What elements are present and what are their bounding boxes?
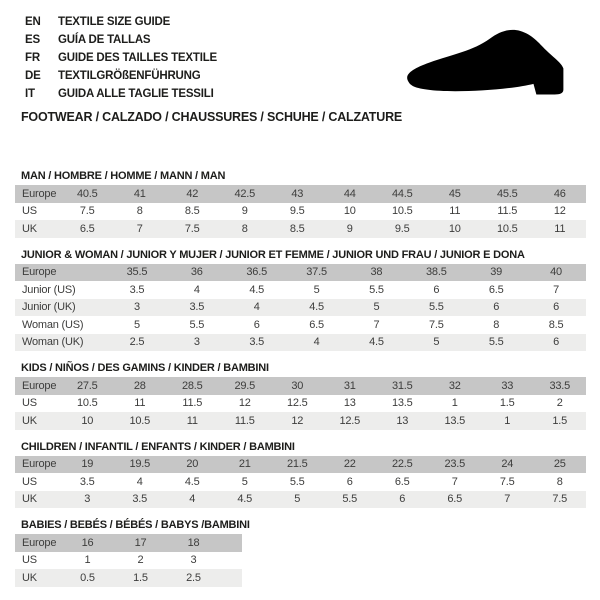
size-cell: 23.5	[429, 456, 482, 474]
size-cell: 5	[287, 281, 347, 299]
size-cell: 7.5	[166, 220, 219, 238]
table-row	[15, 395, 586, 413]
size-cell: 32	[429, 377, 482, 395]
size-cell: 5	[271, 491, 324, 509]
size-cell: 10	[429, 220, 482, 238]
row-label-cell: UK	[15, 412, 61, 430]
size-cell: 45	[429, 185, 482, 203]
section-title: BABIES / BEBÉS / BÉBÉS / BABYS /BAMBINI	[21, 519, 250, 531]
size-cell: 9	[324, 220, 377, 238]
row-label-cell: Woman (UK)	[15, 334, 107, 352]
language-label: GUÍA DE TALLAS	[58, 34, 151, 46]
size-cell: 9.5	[376, 220, 429, 238]
row-label-cell: US	[15, 552, 61, 570]
table-row	[15, 334, 586, 352]
language-code: IT	[25, 88, 35, 100]
size-cell: 1	[481, 412, 534, 430]
size-cell: 3	[107, 299, 167, 317]
row-label-cell: UK	[15, 491, 61, 509]
size-cell: 7	[429, 473, 482, 491]
size-cell: 5	[347, 299, 407, 317]
size-cell: 4	[287, 334, 347, 352]
row-label-cell: US	[15, 395, 61, 413]
size-cell: 13	[376, 412, 429, 430]
language-label: TEXTILGRÖßENFÜHRUNG	[58, 70, 201, 82]
size-cell: 40.5	[61, 185, 114, 203]
size-cell: 45.5	[481, 185, 534, 203]
section-title: CHILDREN / INFANTIL / ENFANTS / KINDER / BAMBINI	[21, 440, 295, 453]
language-code: ES	[25, 34, 40, 46]
size-cell: 27.5	[61, 377, 114, 395]
size-cell: 11.5	[166, 395, 219, 413]
spacer-cell	[220, 569, 242, 587]
language-label: TEXTILE SIZE GUIDE	[58, 16, 171, 28]
category-line: FOOTWEAR / CALZADO / CHAUSSURES / SCHUHE / CALZATURE	[21, 110, 403, 124]
size-cell: 6	[324, 473, 377, 491]
size-cell: 5	[107, 316, 167, 334]
size-cell: 3.5	[227, 334, 287, 352]
size-cell: 4	[114, 473, 167, 491]
size-cell: 11	[429, 203, 482, 221]
size-cell: 6.5	[287, 316, 347, 334]
size-cell: 43	[271, 185, 324, 203]
size-table	[15, 377, 586, 430]
size-cell: 1.5	[481, 395, 534, 413]
size-cell: 6	[227, 316, 287, 334]
language-label: GUIDE DES TAILLES TEXTILE	[58, 52, 217, 64]
size-cell: 42.5	[219, 185, 272, 203]
size-cell: 9.5	[271, 203, 324, 221]
size-cell: 1	[429, 395, 482, 413]
size-cell: 8	[219, 220, 272, 238]
size-cell: 10.5	[481, 220, 534, 238]
size-cell: 2	[534, 395, 587, 413]
size-cell: 5.5	[271, 473, 324, 491]
size-cell: 12	[219, 395, 272, 413]
size-cell: 33	[481, 377, 534, 395]
size-cell: 6.5	[466, 281, 526, 299]
table-row	[15, 569, 242, 587]
size-cell: 19	[61, 456, 114, 474]
size-cell: 6	[526, 334, 586, 352]
spacer-cell	[220, 552, 242, 570]
language-label: GUIDA ALLE TAGLIE TESSILI	[58, 88, 214, 100]
size-cell: 11.5	[481, 203, 534, 221]
size-cell: 24	[481, 456, 534, 474]
size-cell: 9	[219, 203, 272, 221]
size-cell: 25	[534, 456, 587, 474]
size-cell: 40	[526, 264, 586, 282]
size-cell: 7	[481, 491, 534, 509]
size-table	[15, 534, 242, 587]
size-cell: 7.5	[534, 491, 587, 509]
size-table	[15, 456, 586, 509]
size-cell: 10.5	[61, 395, 114, 413]
size-cell: 30	[271, 377, 324, 395]
row-label-cell: Junior (UK)	[15, 299, 107, 317]
table-row	[15, 456, 586, 474]
size-cell: 2.5	[167, 569, 220, 587]
size-cell: 6	[526, 299, 586, 317]
size-cell: 3	[167, 334, 227, 352]
size-cell: 18	[167, 534, 220, 552]
size-cell: 42	[166, 185, 219, 203]
section-title: KIDS / NIÑOS / DES GAMINS / KINDER / BAMBINI	[21, 362, 269, 374]
size-cell: 8.5	[271, 220, 324, 238]
size-cell: 11	[114, 395, 167, 413]
table-row	[15, 534, 242, 552]
size-cell: 13.5	[429, 412, 482, 430]
size-cell: 44	[324, 185, 377, 203]
size-table	[15, 185, 586, 238]
size-cell: 4	[227, 299, 287, 317]
size-cell: 5	[406, 334, 466, 352]
size-cell: 7	[347, 316, 407, 334]
size-cell: 20	[166, 456, 219, 474]
size-cell: 6.5	[429, 491, 482, 509]
size-cell: 12.5	[271, 395, 324, 413]
row-label-cell: Europe	[15, 534, 61, 552]
size-cell: 39	[466, 264, 526, 282]
size-cell: 36	[167, 264, 227, 282]
size-cell: 12.5	[324, 412, 377, 430]
row-label-cell: Europe	[15, 185, 61, 203]
row-label-cell: Europe	[15, 456, 61, 474]
size-cell: 8	[534, 473, 587, 491]
row-label-cell: Woman (US)	[15, 316, 107, 334]
size-cell: 19.5	[114, 456, 167, 474]
section-title: MAN / HOMBRE / HOMME / MANN / MAN	[21, 170, 226, 182]
table-row	[15, 220, 586, 238]
size-cell: 12	[534, 203, 587, 221]
size-cell: 2.5	[107, 334, 167, 352]
size-cell: 13.5	[376, 395, 429, 413]
table-row	[15, 316, 586, 334]
size-cell: 3	[61, 491, 114, 509]
row-label-cell: US	[15, 473, 61, 491]
section-title: JUNIOR & WOMAN / JUNIOR Y MUJER / JUNIOR ET FEMME / JUNIOR UND FRAU / JUNIOR E DONA	[21, 248, 525, 261]
size-cell: 10.5	[114, 412, 167, 430]
size-cell: 29.5	[219, 377, 272, 395]
size-cell: 13	[324, 395, 377, 413]
size-cell: 7.5	[61, 203, 114, 221]
page-header	[0, 0, 600, 124]
size-cell: 37.5	[287, 264, 347, 282]
shoe-icon	[398, 26, 586, 108]
size-cell: 6	[376, 491, 429, 509]
size-cell: 3.5	[107, 281, 167, 299]
size-cell: 11.5	[219, 412, 272, 430]
size-cell: 3.5	[167, 299, 227, 317]
table-row	[15, 299, 586, 317]
language-code: EN	[25, 16, 41, 28]
size-cell: 3.5	[114, 491, 167, 509]
size-cell: 17	[114, 534, 167, 552]
language-code: DE	[25, 70, 41, 82]
size-section	[15, 170, 600, 238]
size-section	[15, 441, 600, 509]
size-cell: 4.5	[227, 281, 287, 299]
size-cell: 3.5	[61, 473, 114, 491]
size-cell: 8	[466, 316, 526, 334]
row-label-cell: Europe	[15, 264, 107, 282]
size-cell: 1.5	[534, 412, 587, 430]
size-cell: 7.5	[481, 473, 534, 491]
size-cell: 28.5	[166, 377, 219, 395]
size-cell: 44.5	[376, 185, 429, 203]
size-cell: 4	[167, 281, 227, 299]
size-cell: 38	[347, 264, 407, 282]
row-label-cell: Europe	[15, 377, 61, 395]
size-cell: 4.5	[347, 334, 407, 352]
size-cell: 7.5	[406, 316, 466, 334]
table-row	[15, 552, 242, 570]
size-guide-sections	[0, 124, 600, 587]
size-cell: 22.5	[376, 456, 429, 474]
table-row	[15, 185, 586, 203]
table-row	[15, 473, 586, 491]
size-cell: 7	[114, 220, 167, 238]
size-cell: 21.5	[271, 456, 324, 474]
size-table	[15, 264, 586, 352]
size-cell: 5	[219, 473, 272, 491]
size-cell: 8.5	[526, 316, 586, 334]
size-cell: 10	[61, 412, 114, 430]
size-cell: 4	[166, 491, 219, 509]
size-cell: 35.5	[107, 264, 167, 282]
size-cell: 7	[526, 281, 586, 299]
size-cell: 36.5	[227, 264, 287, 282]
size-cell: 10.5	[376, 203, 429, 221]
size-cell: 5.5	[167, 316, 227, 334]
size-cell: 5.5	[347, 281, 407, 299]
size-cell: 6	[466, 299, 526, 317]
row-label-cell: US	[15, 203, 61, 221]
size-cell: 5.5	[466, 334, 526, 352]
size-cell: 5.5	[406, 299, 466, 317]
size-section	[15, 362, 600, 430]
table-row	[15, 264, 586, 282]
size-cell: 0.5	[61, 569, 114, 587]
size-cell: 11	[534, 220, 587, 238]
size-cell: 8	[114, 203, 167, 221]
size-cell: 21	[219, 456, 272, 474]
size-cell: 11	[166, 412, 219, 430]
size-cell: 1.5	[114, 569, 167, 587]
size-cell: 8.5	[166, 203, 219, 221]
size-cell: 2	[114, 552, 167, 570]
spacer-cell	[220, 534, 242, 552]
size-cell: 6.5	[376, 473, 429, 491]
size-cell: 4.5	[219, 491, 272, 509]
size-section	[15, 249, 600, 352]
size-cell: 46	[534, 185, 587, 203]
size-cell: 33.5	[534, 377, 587, 395]
row-label-cell: Junior (US)	[15, 281, 107, 299]
size-cell: 3	[167, 552, 220, 570]
size-cell: 6.5	[61, 220, 114, 238]
size-cell: 1	[61, 552, 114, 570]
size-cell: 31	[324, 377, 377, 395]
table-row	[15, 491, 586, 509]
size-cell: 10	[324, 203, 377, 221]
size-cell: 22	[324, 456, 377, 474]
size-cell: 38.5	[406, 264, 466, 282]
row-label-cell: UK	[15, 569, 61, 587]
size-cell: 12	[271, 412, 324, 430]
size-cell: 4.5	[287, 299, 347, 317]
size-cell: 4.5	[166, 473, 219, 491]
table-row	[15, 412, 586, 430]
language-code: FR	[25, 52, 40, 64]
row-label-cell: UK	[15, 220, 61, 238]
size-cell: 31.5	[376, 377, 429, 395]
size-cell: 28	[114, 377, 167, 395]
size-cell: 16	[61, 534, 114, 552]
table-row	[15, 203, 586, 221]
table-row	[15, 377, 586, 395]
table-row	[15, 281, 586, 299]
size-section	[15, 519, 600, 587]
size-cell: 5.5	[324, 491, 377, 509]
size-cell: 41	[114, 185, 167, 203]
size-cell: 6	[406, 281, 466, 299]
